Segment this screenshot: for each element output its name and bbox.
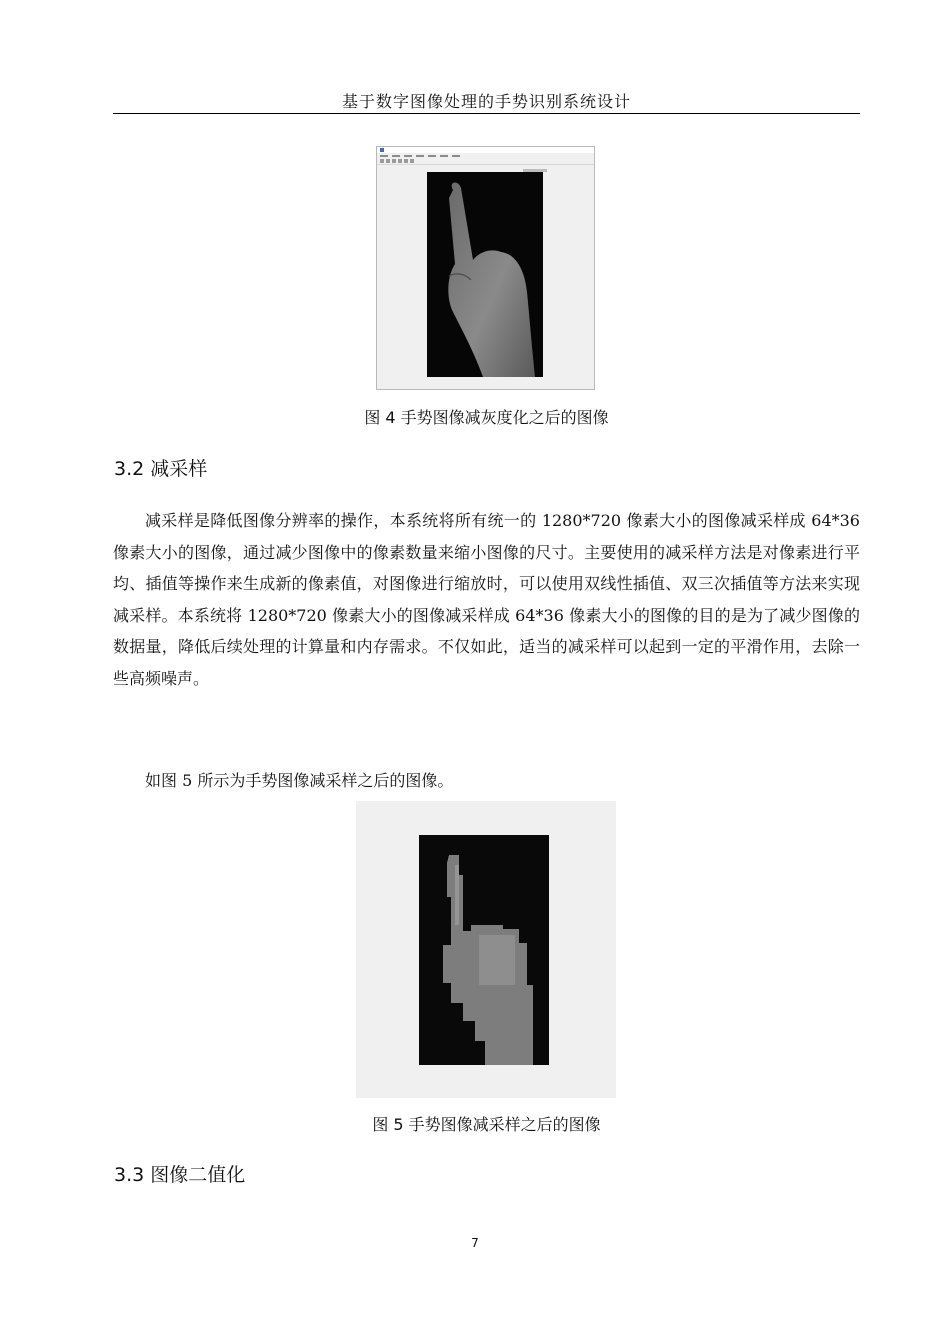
grayscale-hand-image — [427, 172, 543, 377]
figure-5-caption: 图 5 手势图像减采样之后的图像 — [372, 1115, 601, 1134]
section-3-2-paragraph-1: 减采样是降低图像分辨率的操作，本系统将所有统一的 1280*720 像素大小的图像减采样成 64*36 像素大小的图像，通过减少图像中的像素数量来缩小图像的尺寸。主要使用的减采样方法是对像素进行平均、插值等操作来生成新的像素值，对图像进行缩放时，可以使用双线性插值、双三次插值等方法来实现减采样。本系统将 1280*720 像素大小的图像减采样成 64*36 像素大小的图像的目的是为了减少图像的数据量，降低后续处理的计算量和内存需求。不仅如此，适当的减采样可以起到一定的平滑作用，去除一些高频噪声。 — [113, 511, 860, 688]
figure-window-toolbar — [377, 158, 594, 165]
figure-4-caption: 图 4 手势图像减灰度化之后的图像 — [364, 408, 609, 427]
section-3-2-heading: 3.2 减采样 — [114, 458, 208, 480]
page-number: 7 — [471, 1236, 479, 1250]
figure-5-downsampled-image-panel — [356, 801, 616, 1098]
running-header: 基于数字图像处理的手势识别系统设计 — [341, 92, 631, 111]
figure-4-matlab-window — [376, 146, 595, 390]
section-3-3-heading: 3.3 图像二值化 — [114, 1164, 246, 1186]
downsampled-hand-image — [419, 835, 549, 1065]
section-3-2-paragraph-2: 如图 5 所示为手势图像减采样之后的图像。 — [145, 771, 454, 790]
matlab-figure-icon — [380, 148, 384, 152]
header-rule — [113, 113, 860, 114]
